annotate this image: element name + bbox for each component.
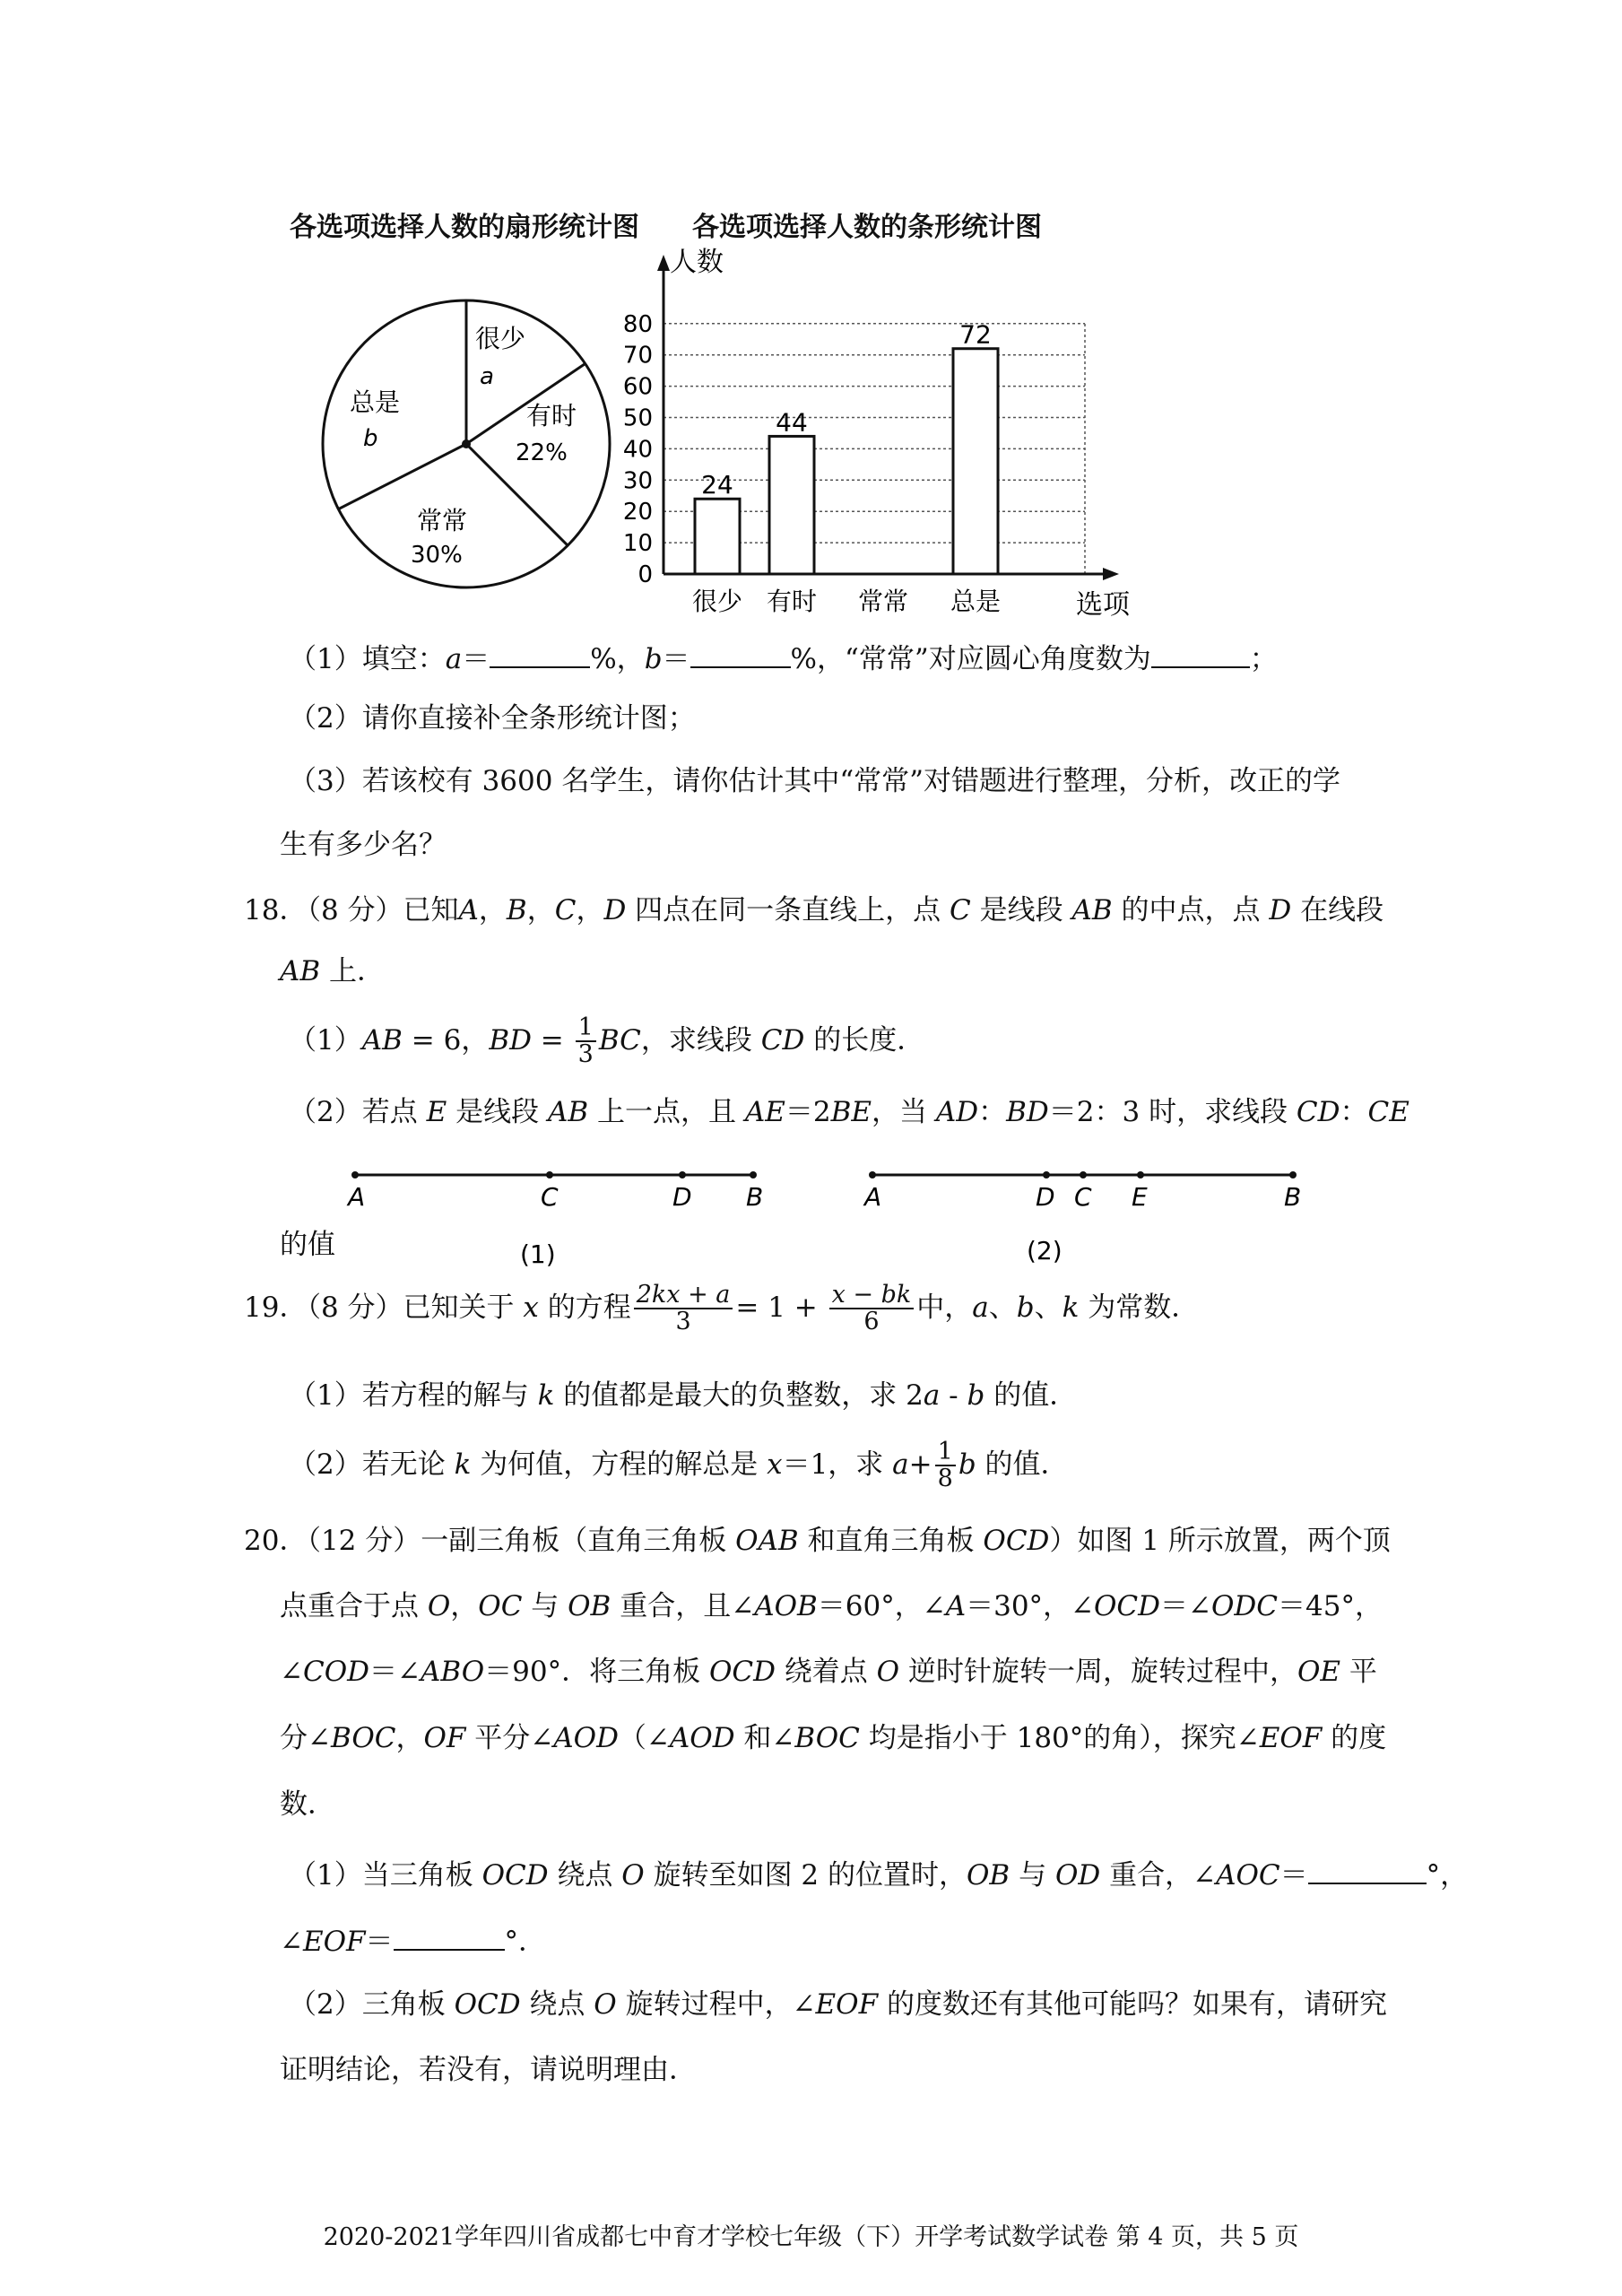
blank-eof[interactable] [394, 1921, 505, 1951]
blank-aoc[interactable] [1308, 1855, 1427, 1884]
bar [769, 436, 814, 574]
q17-part1: （1）填空：a＝ %，b＝ %，“常常”对应圆心角度数为 ； [289, 639, 1278, 676]
figure-2-caption: (2) [1027, 1236, 1063, 1265]
q19-part2: （2）若无论 k 为何值，方程的解总是 x＝1，求 a+ $\frac{1}{8}$ b 的值． [289, 1438, 1069, 1493]
segment-figure-1 [346, 1171, 763, 1269]
q17-part3-line2: 生有多少名？ [280, 829, 447, 861]
fraction-1-3: $\frac{1}{3}$ [576, 1015, 596, 1068]
q19-part1: （1）若方程的解与 k 的值都是最大的负整数，求 2a - b 的值． [289, 1379, 1078, 1412]
blank-angle[interactable] [1151, 639, 1250, 668]
pie-chart [314, 291, 619, 596]
pie-divider [338, 444, 466, 509]
blank-b[interactable] [690, 639, 791, 668]
bar-chart [622, 247, 1148, 628]
pie-slice-label: 总是 [350, 387, 401, 417]
fraction-2kx-a-over-3: $\frac{2kx + a}{3}$ [634, 1283, 733, 1335]
y-tick-label: 30 [622, 467, 653, 495]
q18-part2-end: 的值 [280, 1229, 335, 1261]
q20-part1-line2: ∠EOF＝ °． [280, 1921, 546, 1959]
x-axis-label: 选项 [1076, 589, 1130, 621]
y-axis-label: 人数 [670, 247, 724, 278]
point-c-dot [546, 1171, 553, 1178]
pie-slice-label: 有时 [526, 401, 577, 430]
label-point-b2: B [1284, 1182, 1302, 1212]
label-point-a: A [348, 1182, 366, 1212]
bar-value-label: 24 [701, 470, 733, 500]
y-tick-label: 70 [622, 342, 653, 370]
bar-value-label: 44 [776, 407, 808, 438]
segment-figures [332, 1157, 1408, 1274]
pie-slice-label: 常常 [417, 506, 468, 535]
label-point-c: C [541, 1182, 559, 1212]
pie-slice-label: 很少 [475, 324, 526, 353]
q18-stem-line2: AB 上． [280, 955, 386, 987]
point-d-dot [679, 1171, 686, 1178]
q20-stem-line1: 20．（12 分）一副三角板（直角三角板 OAB 和直角三角板 OCD）如图 1 所示放置，两个顶 [244, 1525, 1391, 1557]
y-axis-arrow [657, 255, 670, 271]
y-tick-label: 0 [638, 561, 653, 588]
label-point-e2: E [1132, 1182, 1148, 1212]
pie-slice-value: b [363, 425, 378, 452]
pie-slice-value: a [480, 363, 494, 390]
y-tick-label: 10 [622, 530, 653, 558]
fraction-1-8: $\frac{1}{8}$ [935, 1439, 956, 1492]
point-c2-dot [1080, 1171, 1087, 1178]
x-tick-label: 很少 [691, 587, 743, 616]
q18-stem-line1: 18．（8 分）已知A，B，C，D 四点在同一条直线上，点 C 是线段 AB 的中点，点 D 在线段 [244, 894, 1384, 926]
point-d2-dot [1043, 1171, 1050, 1178]
q17-part2: （2）请你直接补全条形统计图； [289, 702, 696, 735]
y-tick-label: 60 [622, 373, 653, 401]
q20-stem-line3: ∠COD＝∠ABO＝90°．将三角板 OCD 绕着点 O 逆时针旋转一周，旋转过程中，OE 平 [280, 1656, 1377, 1688]
blank-a[interactable] [490, 639, 590, 668]
x-tick-label: 常常 [857, 587, 909, 616]
q20-stem-line2: 点重合于点 O，OC 与 OB 重合，且∠AOB＝60°，∠A＝30°，∠OCD＝∠ODC＝45°， [280, 1590, 1383, 1622]
q20-part2-line1: （2）三角板 OCD 绕点 O 旋转过程中，∠EOF 的度数还有其他可能吗？如果有，请研究 [289, 1988, 1387, 2021]
label-point-a2: A [864, 1182, 882, 1212]
q19-stem: 19．（8 分）已知关于 x 的方程 $\frac{2kx + a}{3}$ = 1 + $\frac{x - bk}{6}$ 中，a、b、k 为常数． [244, 1281, 1200, 1336]
q20-part2-line2: 证明结论，若没有，请说明理由． [280, 2054, 697, 2086]
point-a-dot [351, 1171, 359, 1178]
label-point-d: D [672, 1182, 692, 1212]
bar [953, 349, 998, 574]
bar-chart-title: 各选项选择人数的条形统计图 [692, 212, 1042, 243]
q20-part1: （1）当三角板 OCD 绕点 O 旋转至如图 2 的位置时，OB 与 OD 重合，∠AOC＝ °， [289, 1855, 1468, 1892]
point-b-dot [750, 1171, 757, 1178]
q20-stem-line5: 数． [280, 1788, 335, 1821]
segment-figure-2 [863, 1171, 1301, 1265]
point-b2-dot [1289, 1171, 1297, 1178]
point-e2-dot [1137, 1171, 1144, 1178]
label-point-b: B [746, 1182, 764, 1212]
y-tick-label: 80 [622, 310, 653, 338]
x-tick-label: 总是 [950, 587, 1002, 616]
q20-stem-line4: 分∠BOC，OF 平分∠AOD（∠AOD 和∠BOC 均是指小于 180°的角），探究∠EOF 的度 [280, 1722, 1387, 1754]
x-tick-label: 有时 [766, 587, 818, 616]
label-point-d2: D [1036, 1182, 1055, 1212]
q18-part1: （1）AB = 6，BD = $\frac{1}{3}$ BC，求线段 CD 的长度． [289, 1013, 925, 1069]
pie-slice-value: 30% [411, 542, 463, 569]
x-axis-arrow [1103, 568, 1119, 580]
point-a2-dot [869, 1171, 876, 1178]
bar-value-label: 72 [959, 319, 992, 350]
q17-part3-line1: （3）若该校有 3600 名学生，请你估计其中“常常”对错题进行整理，分析，改正的学 [289, 765, 1341, 797]
pie-center [462, 439, 471, 448]
bar [695, 499, 740, 574]
figure-1-caption: (1) [520, 1239, 556, 1269]
pie-chart-title: 各选项选择人数的扇形统计图 [290, 212, 639, 243]
page-footer: 2020-2021学年四川省成都七中育才学校七年级（下）开学考试数学试卷 第 4 页，共 5 页 [323, 2223, 1299, 2251]
y-tick-label: 50 [622, 404, 653, 432]
fraction-x-bk-over-6: $\frac{x - bk}{6}$ [829, 1283, 915, 1335]
y-tick-label: 40 [622, 436, 653, 464]
pie-slice-value: 22% [516, 439, 568, 466]
y-tick-label: 20 [622, 499, 653, 526]
label-point-c2: C [1074, 1182, 1092, 1212]
q18-part2: （2）若点 E 是线段 AB 上一点，且 AE＝2BE，当 AD：BD＝2：3 时，求线段 CD：CE [289, 1096, 1409, 1128]
